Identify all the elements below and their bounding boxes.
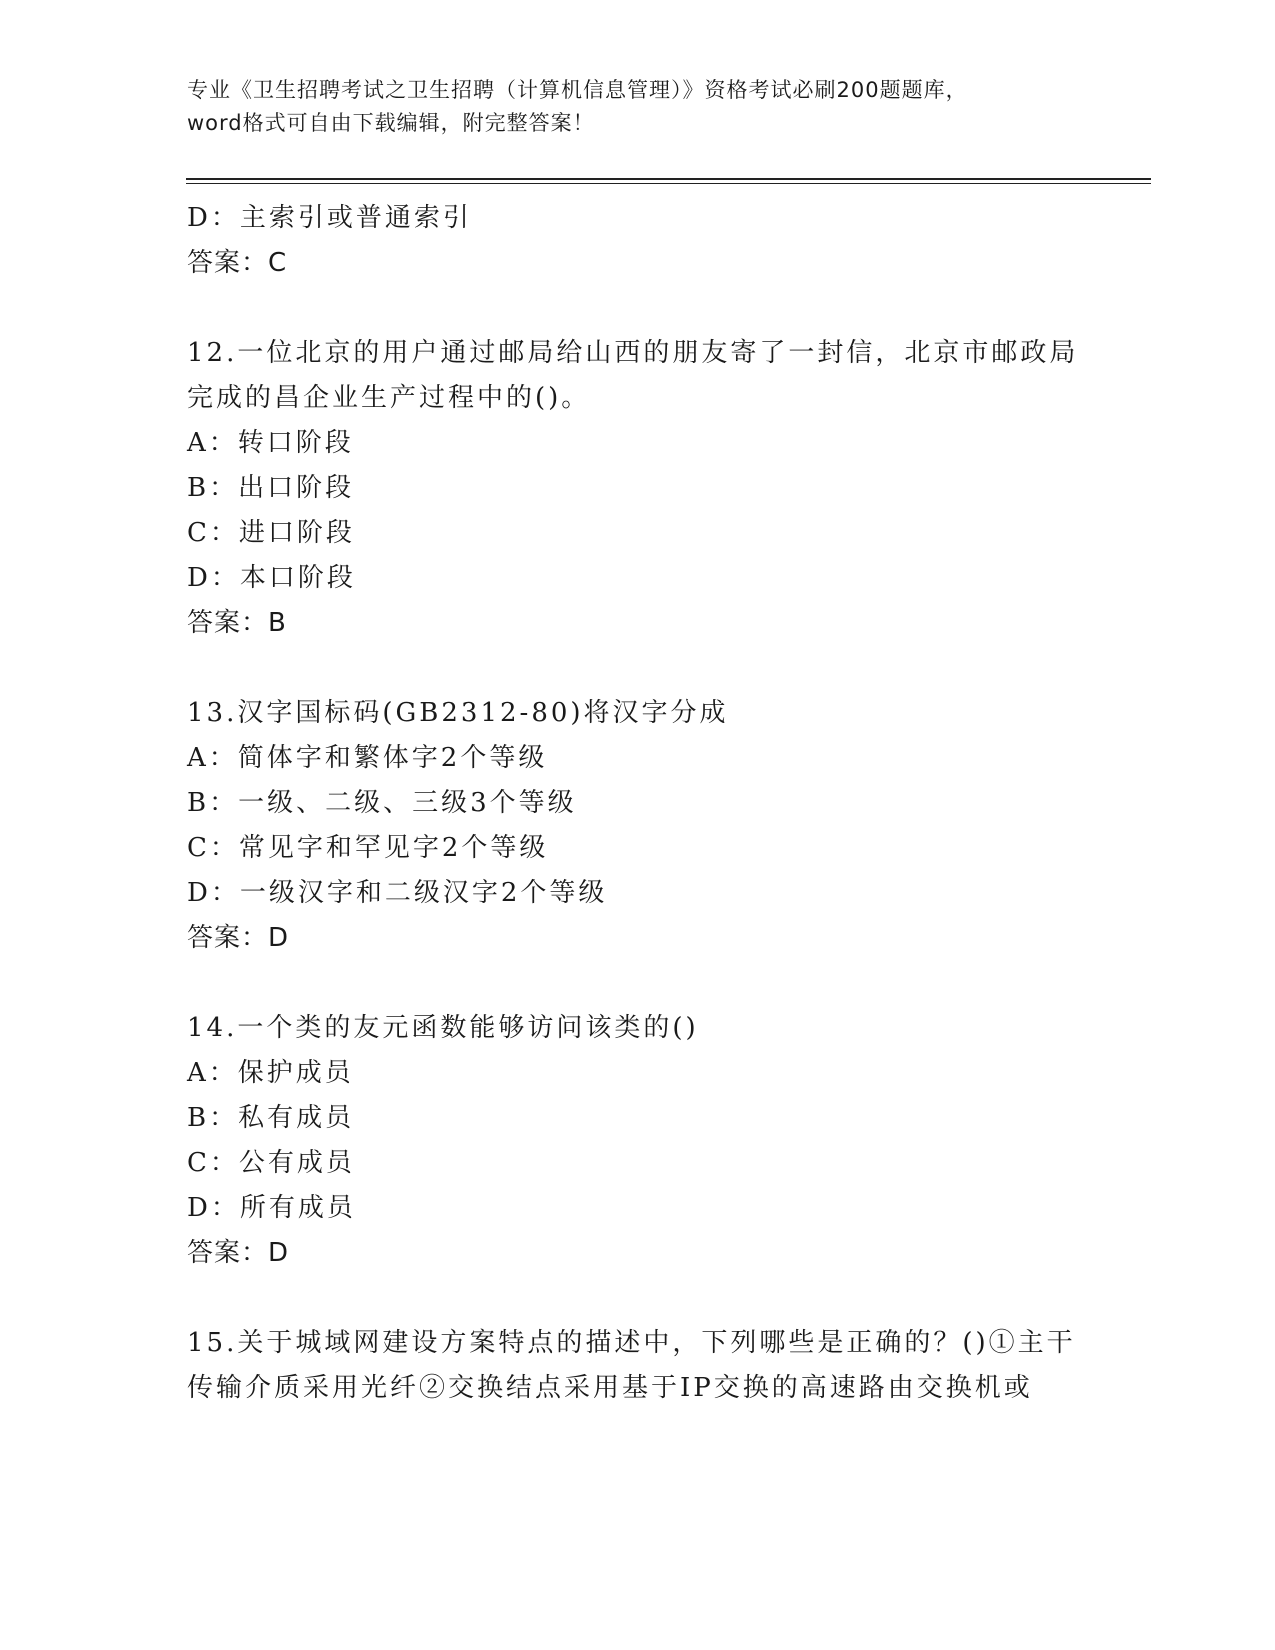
question-block	[187, 1006, 1087, 1276]
document-header	[187, 74, 1067, 140]
question-block	[187, 1321, 1087, 1411]
question-text: 完成的昌企业生产过程中的()。	[187, 383, 591, 413]
spacer	[187, 961, 1087, 1006]
option-d: D：主索引或普通索引	[187, 203, 472, 233]
header-line-2: word格式可自由下载编辑，附完整答案！	[187, 111, 595, 135]
option-d: D：本口阶段	[187, 563, 356, 593]
question-text: 传输介质采用光纤②交换结点采用基于IP交换的高速路由交换机或	[187, 1373, 1033, 1403]
option-d: D：一级汉字和二级汉字2个等级	[187, 878, 608, 908]
option-b: B：出口阶段	[187, 473, 355, 503]
question-block	[187, 691, 1087, 961]
question-text: 15.关于城域网建设方案特点的描述中，下列哪些是正确的？()①主干	[187, 1328, 1076, 1358]
option-c: C：常见字和罕见字2个等级	[187, 833, 549, 863]
answer-line: 答案：D	[187, 923, 290, 953]
option-a: A：保护成员	[187, 1058, 354, 1088]
answer-line: 答案：C	[187, 248, 288, 278]
spacer	[187, 1276, 1087, 1321]
option-a: A：简体字和繁体字2个等级	[187, 743, 548, 773]
question-text: 14.一个类的友元函数能够访问该类的()	[187, 1013, 699, 1043]
option-c: C：公有成员	[187, 1148, 355, 1178]
question-content	[187, 196, 1087, 1411]
answer-line: 答案：D	[187, 1238, 290, 1268]
header-line-1: 专业《卫生招聘考试之卫生招聘（计算机信息管理）》资格考试必刷200题题库，	[187, 78, 968, 102]
answer-line: 答案：B	[187, 608, 287, 638]
question-text: 12.一位北京的用户通过邮局给山西的朋友寄了一封信，北京市邮政局	[187, 338, 1079, 368]
option-d: D：所有成员	[187, 1193, 356, 1223]
option-a: A：转口阶段	[187, 428, 354, 458]
option-b: B：私有成员	[187, 1103, 355, 1133]
question-block	[187, 331, 1087, 646]
option-c: C：进口阶段	[187, 518, 355, 548]
spacer	[187, 646, 1087, 691]
option-b: B：一级、二级、三级3个等级	[187, 788, 577, 818]
header-divider-thick	[186, 178, 1151, 180]
header-divider-thin	[186, 183, 1151, 184]
question-text: 13.汉字国标码(GB2312-80)将汉字分成	[187, 698, 729, 728]
spacer	[187, 286, 1087, 331]
